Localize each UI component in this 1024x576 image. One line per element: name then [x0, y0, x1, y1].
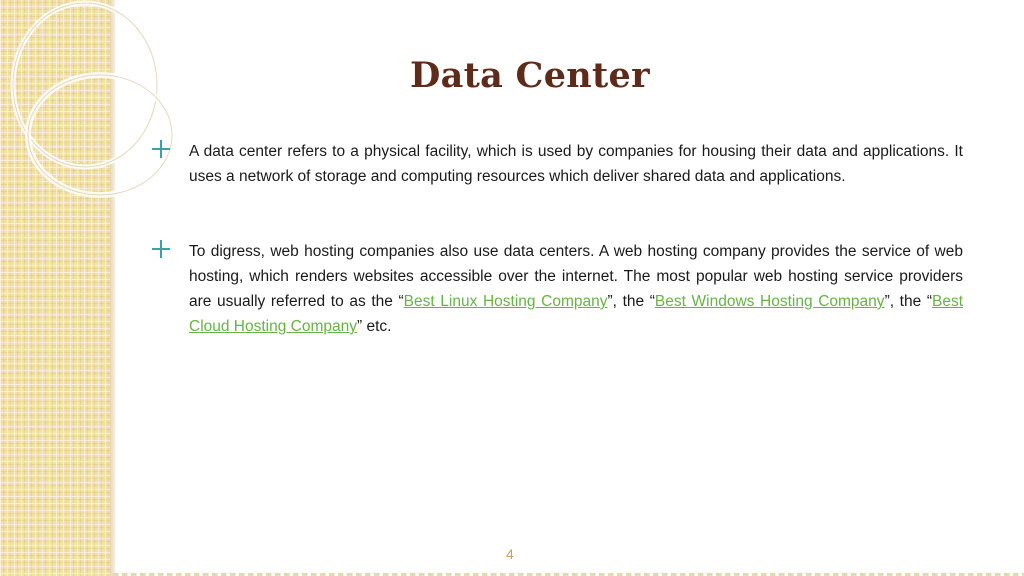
slide-title: Data Center — [410, 55, 650, 96]
best-linux-hosting-link[interactable]: Best Linux Hosting Company — [403, 293, 608, 310]
bullet-item — [151, 239, 963, 339]
bullet-text-segment: ”, the “ — [884, 293, 932, 310]
decorative-band-edge — [110, 0, 115, 576]
page-number: 4 — [506, 546, 514, 562]
bullet-text-segment: ”, the “ — [607, 293, 655, 310]
bullet-text-segment: To digress, web hosting companies also use data centers. A web hosting company provides the service of web hosting, which renders websites accessible over the internet. The most popular web hosting service providers are usually referred to as the “ — [189, 243, 963, 310]
bullet-text-segment: ” etc. — [357, 318, 392, 335]
decorative-grid-band — [0, 0, 113, 576]
bullet-text — [189, 239, 963, 339]
bullet-item — [151, 139, 963, 189]
best-windows-hosting-link[interactable]: Best Windows Hosting Company — [654, 293, 885, 310]
plus-icon — [151, 139, 171, 159]
best-cloud-hosting-link[interactable]: Best Cloud Hosting Company — [189, 293, 963, 335]
bullet-text: A data center refers to a physical facility, which is used by companies for housing their data and applications. It uses a network of storage and computing resources which deliver shared data and applications. — [189, 143, 963, 185]
plus-icon — [151, 239, 171, 259]
